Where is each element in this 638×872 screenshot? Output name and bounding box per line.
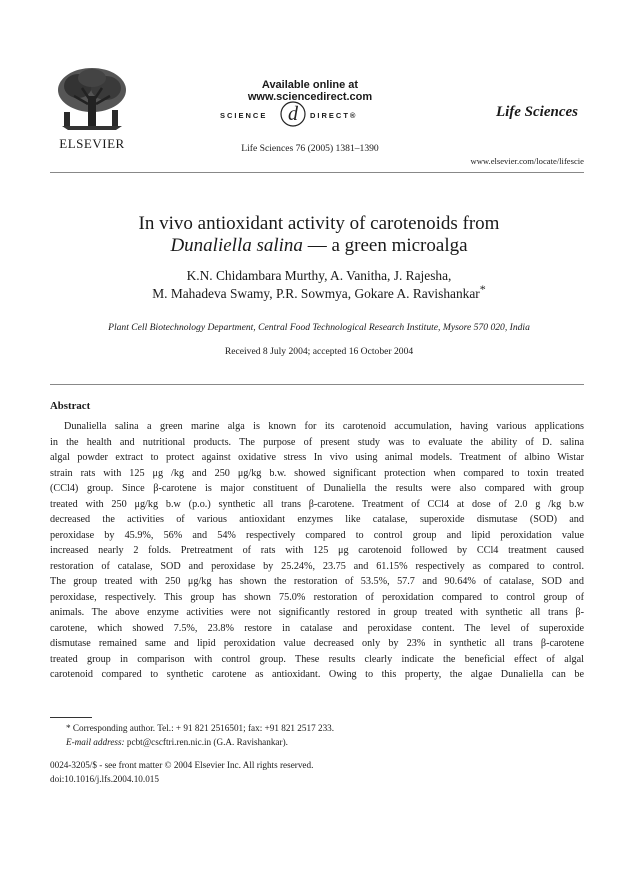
sciencedirect-d-icon [280,101,306,127]
email-label: E-mail address: [66,737,125,747]
abstract-line: treated with 250 μg/kg b.w (p.o.) synthetic all trans β-carotene. Treatment of CCl4 at dose of 2.0 g /kg b.w [50,498,584,510]
authors-line-1: K.N. Chidambara Murthy, A. Vanitha, J. Rajesha, [186,268,452,283]
abstract-line: peroxidase, respectively. This group has shown 75.0% restoration of peroxidation compared to control group of [50,591,584,603]
abstract-line: The group treated with 250 μg/kg has shown the restoration of 53.5%, 57.7 and 90.64% of catalase, SOD and [50,576,584,587]
sciencedirect-right-label: DIRECT [310,111,350,120]
sciencedirect-right-word [310,111,357,120]
sciencedirect-logo [220,101,400,131]
title-suffix: — a green microalga [302,235,468,256]
abstract-line: Dunaliella salina a green marine alga is known for its carotenoid accumulation, having various applications [64,421,584,432]
abstract-line: decreased the activities of various antioxidant enzymes like catalase, superoxide dismutase (SOD) and [50,514,584,525]
publisher-name: ELSEVIER [59,136,125,151]
doi-line[interactable]: doi:10.1016/j.lfs.2004.10.015 [50,774,159,784]
abstract-line: peroxidase by 45.9%, 56% and 54% respectively compared to control group and lipid peroxidation value [50,529,584,541]
footnote-divider [50,717,92,718]
sciencedirect-reg-mark: ® [349,111,358,120]
copyright-block [50,758,590,786]
copyright-line: 0024-3205/$ - see front matter © 2004 Elsevier Inc. All rights reserved. [50,760,314,770]
abstract-line: carotene, which showed 7.5%, 23.8% restore in catalase and peroxidase content. The level of superoxide [50,622,584,634]
footnote [66,721,586,749]
author-list [60,267,578,303]
available-online-text: Available online at www.sciencedirect.com [247,79,373,103]
abstract-line: animals. The above enzyme activities were not significantly restored in group treated with synthetic all trans β- [50,607,584,618]
journal-citation: Life Sciences 76 (2005) 1381–1390 [241,143,379,154]
article-title [60,213,578,257]
title-line-2 [60,235,578,257]
email-address[interactable]: pcbt@cscftri.ren.nic.in (G.A. Ravishankar). [124,737,288,747]
title-species: Dunaliella salina [170,235,303,256]
abstract-line: strain rats with 125 μg /kg and 250 μg/kg b.w. showed significant protection when compared to toxin treated [50,467,584,479]
abstract-line: (CCl4) group. Since β-carotene is major constituent of Dunaliella the results were also compared with group [50,483,584,494]
abstract-divider [50,384,584,385]
corresponding-author-note: * Corresponding author. Tel.: + 91 821 2516501; fax: +91 821 2517 233. [66,723,335,733]
header-divider [50,172,584,173]
email-note [66,735,586,749]
journal-url-link[interactable]: www.elsevier.com/locate/lifescie [470,156,584,166]
abstract-line: treated group in comparison with control group. These results clearly indicate the beneficial effect of algal [50,653,584,665]
abstract-heading: Abstract [50,400,91,412]
title-line-1: In vivo antioxidant activity of carotenoids from [138,213,500,234]
journal-name: Life Sciences [495,104,578,120]
author-affiliation: Plant Cell Biotechnology Department, Central Food Technological Research Institute, Mysore 570 020, India [108,322,530,333]
sciencedirect-d-letter: d [288,103,298,125]
corresponding-author-mark[interactable]: * [479,282,486,296]
abstract-line: dismutase remained same and lipid peroxidation value decreased only by 23% in synthetic all trans β-carotene [50,638,584,649]
elsevier-tree-logo-icon [52,66,132,132]
journal-header [0,0,638,175]
received-dates: Received 8 July 2004; accepted 16 October 2004 [224,346,414,357]
authors-line-2-text: M. Mahadeva Swamy, P.R. Sowmya, Gokare A. Ravishankar [152,286,480,301]
abstract-line: restoration of catalase, SOD and peroxidase by 25.24%, 23.75 and 61.15% respectively as compared to control. [50,560,584,572]
abstract-line: increased nearly 2 folds. Pretreatment of rats with 125 μg carotenoid followed by CCl4 treatment caused [50,545,584,556]
abstract-body [50,419,584,683]
abstract-line: in the health and nutritional products. The purpose of present study was to evaluate the ability of D. salina [50,436,584,448]
authors-line-2 [60,282,578,303]
abstract-line: algal powder extract to protect against oxidative stress In vivo using animal models. Treatment of albino Wistar [50,452,584,463]
sciencedirect-left-word: SCIENCE [220,111,268,120]
abstract-line: carotenoid compared to synthetic carotene as antioxidant. Owing to this property, the algae Dunaliella can be [50,669,584,680]
